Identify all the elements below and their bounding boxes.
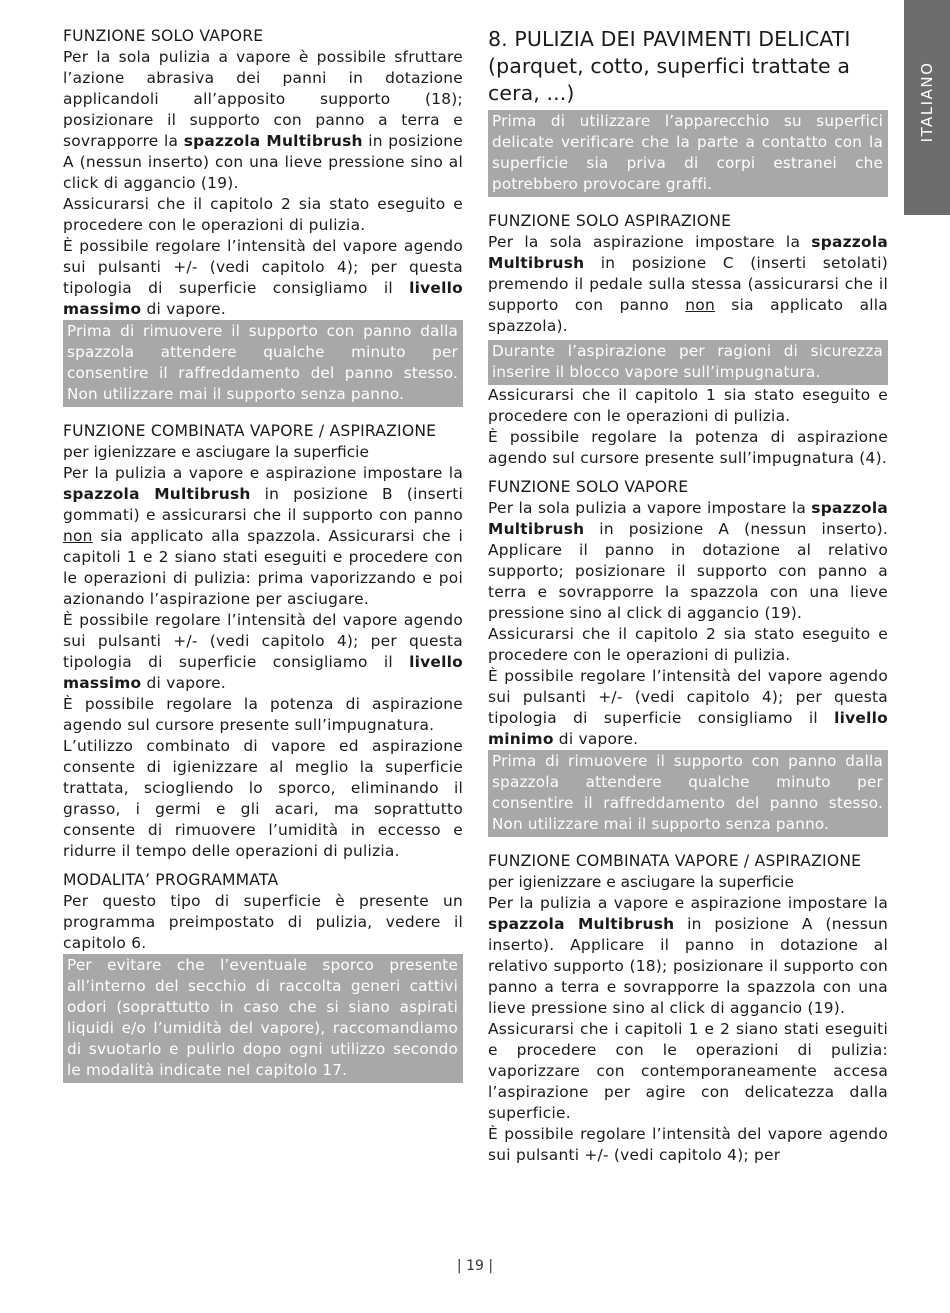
paragraph: È possibile regolare l’intensità del vapore agendo sui pulsanti +/- (vedi capitolo 4); per questa tipologia di superficie consigliamo il livello minimo di vapore. (488, 667, 888, 748)
paragraph: È possibile regolare l’intensità del vapore agendo sui pulsanti +/- (vedi capitolo 4); per (488, 1125, 888, 1164)
paragraph: L’utilizzo combinato di vapore ed aspirazione consente di igienizzare al meglio la superficie trattata, sciogliendo lo sporco, eliminando il grasso, i germi e gli acari, ma soprattutto consente di rimuovere l’umidità in eccesso e ridurre il tempo delle operazioni di pulizia. (63, 737, 463, 860)
paragraph: È possibile regolare l’intensità del vapore agendo sui pulsanti +/- (vedi capitolo 4); per questa tipologia di superficie consigliamo il livello massimo di vapore. (63, 611, 463, 692)
paragraph: È possibile regolare l’intensità del vapore agendo sui pulsanti +/- (vedi capitolo 4); per questa tipologia di superficie consigliamo il livello massimo di vapore. (63, 237, 463, 318)
paragraph: Per questo tipo di superficie è presente un programma preimpostato di pulizia, vedere il capitolo 6. (63, 892, 463, 952)
paragraph: Assicurarsi che i capitoli 1 e 2 siano stati eseguiti e procedere con le operazioni di pulizia: vaporizzare con contemporaneamente accesa l’aspirazione per agire con delicatezza dalla superficie. (488, 1020, 888, 1122)
section-title-solo-vapore: FUNZIONE SOLO VAPORE (488, 478, 689, 496)
section-title-solo-aspirazione: FUNZIONE SOLO ASPIRAZIONE (488, 212, 732, 230)
paragraph: Assicurarsi che il capitolo 2 sia stato eseguito e procedere con le operazioni di pulizia. (63, 195, 463, 234)
language-tab (904, 0, 950, 215)
warning-note: Prima di rimuovere il supporto con panno dalla spazzola attendere qualche minuto per consentire il raffreddamento del panno stesso. Non utilizzare mai il supporto senza panno. (488, 750, 888, 837)
warning-note: Per evitare che l’eventuale sporco presente all’interno del secchio di raccolta generi cattivi odori (soprattutto in caso che si siano aspirati liquidi e/o l’umidità del vapore), raccomandiamo di svuotarlo e pulirlo dopo ogni utilizzo secondo le modalità indicate nel capitolo 17. (63, 954, 463, 1083)
section-title-solo-vapore: FUNZIONE SOLO VAPORE (63, 27, 264, 45)
page-number: | 19 | (456, 1258, 494, 1274)
paragraph: Assicurarsi che il capitolo 1 sia stato eseguito e procedere con le operazioni di pulizia. (488, 386, 888, 425)
section-subtitle: per igienizzare e asciugare la superficie (63, 443, 369, 461)
warning-note: Prima di rimuovere il supporto con panno dalla spazzola attendere qualche minuto per consentire il raffreddamento del panno stesso. Non utilizzare mai il supporto senza panno. (63, 320, 463, 407)
section-subtitle: per igienizzare e asciugare la superficie (488, 873, 794, 891)
paragraph: Per la sola pulizia a vapore impostare la spazzola Multibrush in posizione A (nessun inserto). Applicare il panno in dotazione al relativo supporto; posizionare il supporto con panno a terra e sovrapporre la spazzola con una lieve pressione sino al click di aggancio (19). (488, 499, 888, 622)
paragraph: Assicurarsi che il capitolo 2 sia stato eseguito e procedere con le operazioni di pulizia. (488, 625, 888, 664)
paragraph: Per la sola aspirazione impostare la spazzola Multibrush in posizione C (inserti setolati) premendo il pedale sulla stessa (assicurarsi che il supporto con panno non sia applicato alla spazzola). (488, 233, 888, 335)
section-title-combinata: FUNZIONE COMBINATA VAPORE / ASPIRAZIONE (63, 422, 437, 440)
section-title-combinata: FUNZIONE COMBINATA VAPORE / ASPIRAZIONE (488, 852, 862, 870)
language-tab-label: ITALIANO (918, 61, 936, 143)
paragraph: È possibile regolare la potenza di aspirazione agendo sul cursore presente sull’impugnatura (4). (488, 428, 888, 467)
paragraph: È possibile regolare la potenza di aspirazione agendo sul cursore presente sull’impugnatura. (63, 695, 463, 734)
warning-note: Durante l’aspirazione per ragioni di sicurezza inserire il blocco vapore sull’impugnatura. (488, 340, 888, 385)
warning-note: Prima di utilizzare l’apparecchio su superfici delicate verificare che la parte a contatto con la superficie sia priva di corpi estranei che potrebbero provocare graffi. (488, 110, 888, 197)
paragraph: Per la pulizia a vapore e aspirazione impostare la spazzola Multibrush in posizione A (nessun inserto). Applicare il panno in dotazione al relativo supporto (18); posizionare il supporto con panno a terra e sovrapporre la spazzola con una lieve pressione sino al click di aggancio (19). (488, 894, 888, 1017)
left-column (63, 26, 463, 1083)
section-title-modalita: MODALITA’ PROGRAMMATA (63, 871, 279, 889)
paragraph: Per la sola pulizia a vapore è possibile sfruttare l’azione abrasiva dei panni in dotazione applicandoli all’apposito supporto (18); posizionare il supporto con panno a terra e sovrapporre la spazzola Multibrush in posizione A (nessun inserto) con una lieve pressione sino al click di aggancio (19). (63, 48, 464, 192)
right-column (488, 26, 888, 1166)
paragraph: Per la pulizia a vapore e aspirazione impostare la spazzola Multibrush in posizione B (inserti gommati) e assicurarsi che il supporto con panno non sia applicato alla spazzola. Assicurarsi che i capitoli 1 e 2 siano stati eseguiti e procedere con le operazioni di pulizia: prima vaporizzando e poi azionando l’aspirazione per asciugare. (63, 464, 463, 608)
chapter-title: 8. PULIZIA DEI PAVIMENTI DELICATI (parquet, cotto, superfici trattate a cera, ...) (488, 27, 851, 105)
